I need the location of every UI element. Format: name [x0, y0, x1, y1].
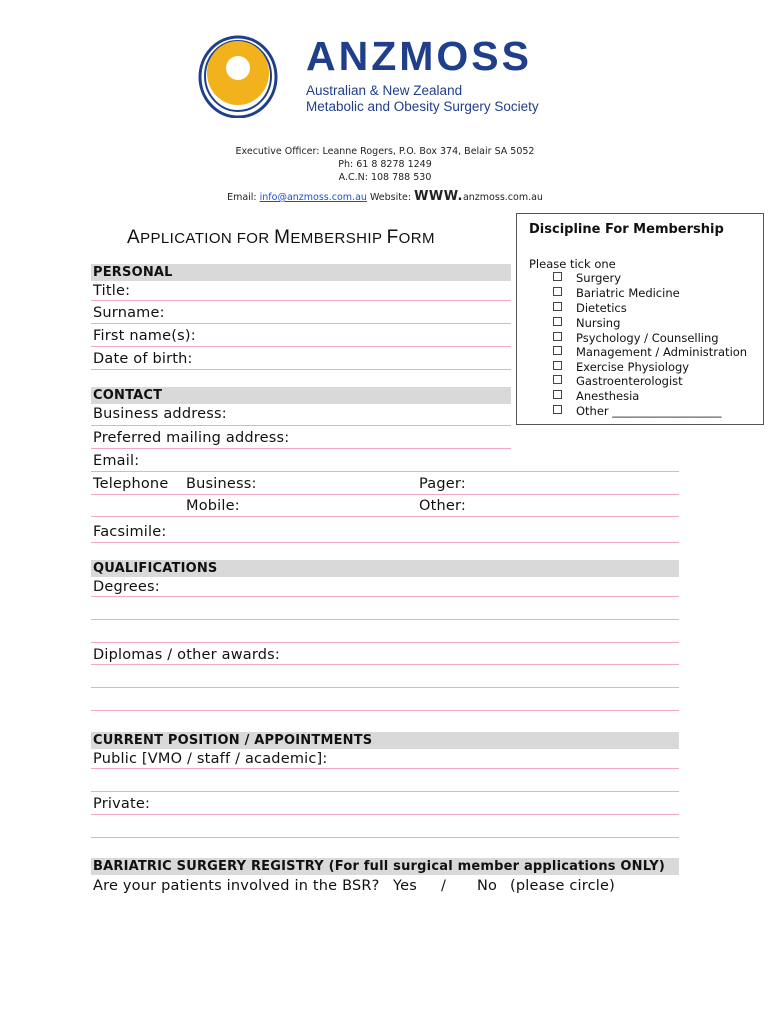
brand-name: ANZMOSS	[306, 33, 532, 79]
website-www: WWW.	[414, 189, 463, 204]
checkbox-icon[interactable]	[553, 346, 562, 355]
mobile-label: Mobile:	[186, 498, 240, 514]
checkbox-icon[interactable]	[553, 332, 562, 341]
discipline-option[interactable]: Other ___________________	[553, 405, 722, 418]
website-label: Website:	[366, 192, 415, 203]
diplomas-line-2[interactable]	[91, 665, 679, 688]
title-field[interactable]	[91, 281, 511, 301]
degrees-line-3[interactable]	[91, 620, 679, 643]
bsr-no-option[interactable]: No	[477, 878, 498, 894]
checkbox-icon[interactable]	[553, 405, 562, 414]
email-website-line	[0, 190, 770, 203]
first-names-field[interactable]	[91, 324, 511, 347]
degrees-field[interactable]	[91, 577, 679, 597]
public-position-line-2[interactable]	[91, 769, 679, 792]
facsimile-label: Facsimile:	[93, 524, 167, 540]
checkbox-icon[interactable]	[553, 272, 562, 281]
public-position-label: Public [VMO / staff / academic]:	[93, 751, 328, 767]
checkbox-icon[interactable]	[553, 375, 562, 384]
section-position: CURRENT POSITION / APPOINTMENTS	[91, 732, 679, 749]
dob-field[interactable]	[91, 347, 511, 370]
discipline-hint: Please tick one	[529, 257, 616, 271]
section-contact: CONTACT	[91, 387, 511, 404]
surname-field[interactable]	[91, 301, 511, 324]
brand-line-2: Metabolic and Obesity Surgery Society	[306, 99, 539, 114]
section-personal: PERSONAL	[91, 264, 511, 281]
checkbox-icon[interactable]	[553, 317, 562, 326]
email-field[interactable]	[91, 449, 679, 472]
checkbox-icon[interactable]	[553, 390, 562, 399]
private-position-label: Private:	[93, 796, 151, 812]
discipline-option[interactable]: Anesthesia	[553, 390, 639, 403]
discipline-title: Discipline For Membership	[529, 222, 724, 237]
discipline-option[interactable]: Management / Administration	[553, 346, 747, 359]
dob-label: Date of birth:	[93, 351, 193, 367]
checkbox-icon[interactable]	[553, 361, 562, 370]
bsr-slash: /	[441, 878, 447, 894]
telephone-label: Telephone	[93, 476, 169, 492]
section-qualifications: QUALIFICATIONS	[91, 560, 679, 577]
email-link[interactable]: info@anzmoss.com.au	[259, 192, 367, 203]
bsr-circle-note: (please circle)	[510, 878, 616, 894]
officer-line: Executive Officer: Leanne Rogers, P.O. Box 374, Belair SA 5052	[235, 146, 535, 157]
discipline-box	[516, 213, 764, 425]
discipline-option[interactable]: Psychology / Counselling	[553, 332, 719, 345]
diplomas-label: Diplomas / other awards:	[93, 647, 280, 663]
discipline-option[interactable]: Dietetics	[553, 302, 627, 315]
acn-line: A.C.N: 108 788 530	[338, 172, 432, 183]
discipline-option[interactable]: Exercise Physiology	[553, 361, 689, 374]
section-registry: BARIATRIC SURGERY REGISTRY (For full surgical member applications ONLY)	[91, 858, 679, 875]
checkbox-icon[interactable]	[553, 287, 562, 296]
anzmoss-logo-icon	[198, 34, 278, 118]
business-address-field[interactable]	[91, 404, 511, 426]
degrees-line-2[interactable]	[91, 597, 679, 620]
first-names-label: First name(s):	[93, 328, 196, 344]
diplomas-line-3[interactable]	[91, 688, 679, 711]
public-position-field[interactable]	[91, 749, 679, 769]
mailing-address-field[interactable]	[91, 426, 511, 449]
other-phone-label: Other:	[419, 498, 467, 514]
discipline-option[interactable]: Surgery	[553, 272, 621, 285]
phone-line: Ph: 61 8 8278 1249	[338, 159, 432, 170]
diplomas-field[interactable]	[91, 643, 679, 665]
email-label: Email:	[227, 192, 260, 203]
email-label-field: Email:	[93, 453, 140, 469]
website-domain: anzmoss.com.au	[462, 192, 543, 203]
bsr-question: Are your patients involved in the BSR?	[93, 878, 380, 894]
mobile-row[interactable]	[91, 495, 679, 517]
brand-line-1: Australian & New Zealand	[306, 83, 463, 98]
private-position-line-2[interactable]	[91, 815, 679, 838]
surname-label: Surname:	[93, 305, 165, 321]
pager-label: Pager:	[419, 476, 466, 492]
mailing-address-label: Preferred mailing address:	[93, 430, 290, 446]
checkbox-icon[interactable]	[553, 302, 562, 311]
discipline-option[interactable]: Nursing	[553, 317, 620, 330]
bsr-yes-option[interactable]: Yes	[393, 878, 418, 894]
degrees-label: Degrees:	[93, 579, 160, 595]
facsimile-field[interactable]	[91, 517, 679, 543]
business-address-label: Business address:	[93, 406, 227, 422]
discipline-option[interactable]: Gastroenterologist	[553, 375, 683, 388]
title-label: Title:	[93, 283, 131, 299]
form-title: APPLICATION FOR MEMBERSHIP FORM	[127, 227, 435, 248]
telephone-business-row[interactable]	[91, 472, 679, 495]
discipline-option[interactable]: Bariatric Medicine	[553, 287, 680, 300]
private-position-field[interactable]	[91, 792, 679, 815]
business-phone-label: Business:	[186, 476, 257, 492]
